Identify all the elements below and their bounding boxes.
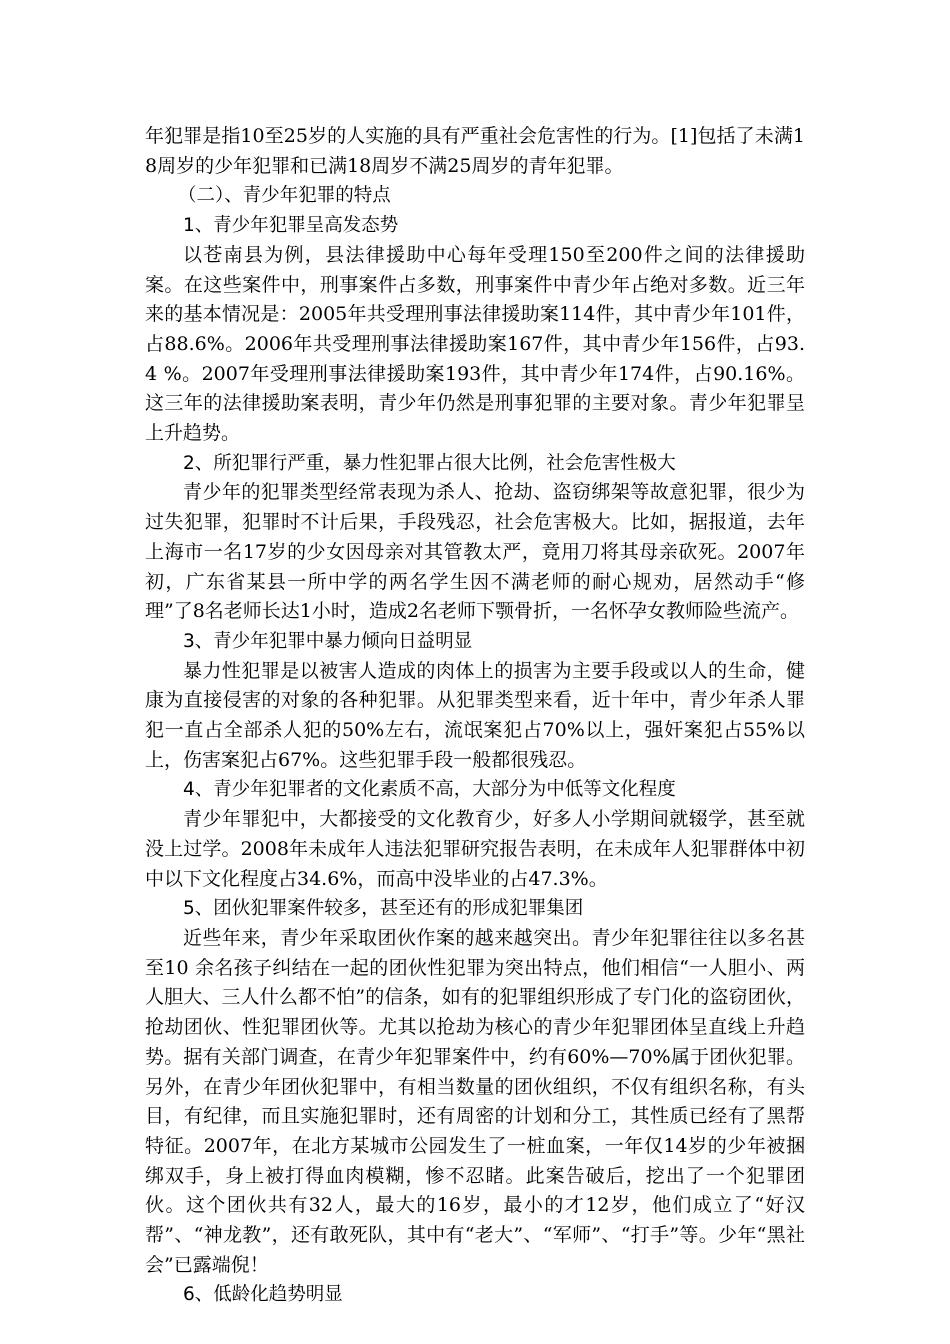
item-2-body: 青少年的犯罪类型经常表现为杀人、抢劫、盗窃绑架等故意犯罪，很少为过失犯罪，犯罪时不计后果，手段残忍，社会危害极大。比如，据报道，去年上海市一名17岁的少女因母亲对其管教太严，竟用刀将其母亲砍死。2007年初，广东省某县一所中学的两名学生因不满老师的耐心规劝，居然动手“修理”了8名老师长达1小时，造成2名老师下颚骨折，一名怀孕女教师险些流产。 bbox=[145, 481, 805, 623]
item-6-heading: 6、低龄化趋势明显 bbox=[183, 1284, 343, 1306]
item-2-heading: 2、所犯罪行严重，暴力性犯罪占很大比例，社会危害性极大 bbox=[183, 452, 676, 474]
item-3-heading: 3、青少年犯罪中暴力倾向日益明显 bbox=[183, 630, 473, 652]
item-1-body: 以苍南县为例，县法律援助中心每年受理150至200件之间的法律援助案。在这些案件中，刑事案件占多数，刑事案件中青少年占绝对多数。近三年来的基本情况是：2005年共受理刑事法律援助案114件，其中青少年101件，占88.6%。2006年共受理刑事法律援助案167件，其中青少年156件，占93.4 %。2007年受理刑事法律援助案193件，其中青少年174件，占90.16%。这三年的法律援助案表明，青少年仍然是刑事犯罪的主要对象。青少年犯罪呈上升趋势。 bbox=[145, 243, 805, 445]
item-3-body: 暴力性犯罪是以被害人造成的肉体上的损害为主要手段或以人的生命，健康为直接侵害的对象的各种犯罪。从犯罪类型来看，近十年中，青少年杀人罪犯一直占全部杀人犯的50%左右，流氓案犯占70%以上，强奸案犯占55%以上，伤害案犯占67%。这些犯罪手段一般都很残忍。 bbox=[145, 659, 805, 771]
item-5-heading: 5、团伙犯罪案件较多，甚至还有的形成犯罪集团 bbox=[183, 898, 584, 920]
item-1-heading: 1、青少年犯罪呈高发态势 bbox=[183, 215, 399, 237]
document-page bbox=[145, 122, 805, 1310]
item-5-body: 近些年来，青少年采取团伙作案的越来越突出。青少年犯罪往往以多名甚至10 余名孩子纠结在一起的团伙性犯罪为突出特点，他们相信“一人胆小、两人胆大、三人什么都不怕”的信条，如有的犯罪组织形成了专门化的盗窃团伙，抢劫团伙、性犯罪团伙等。尤其以抢劫为核心的青少年犯罪团体呈直线上升趋势。据有关部门调查，在青少年犯罪案件中，约有60%—70%属于团伙犯罪。另外，在青少年团伙犯罪中，有相当数量的团伙组织，不仅有组织名称，有头目，有纪律，而且实施犯罪时，还有周密的计划和分工，其性质已经有了黑帮特征。2007年，在北方某城市公园发生了一桩血案，一年仅14岁的少年被捆绑双手，身上被打得血肉模糊，惨不忍睹。此案告破后，挖出了一个犯罪团伙。这个团伙共有32人，最大的16岁，最小的才12岁，他们成立了“好汉帮”、“神龙教”，还有敢死队，其中有“老大”、“军师”、“打手”等。少年“黑社会”已露端倪！ bbox=[145, 926, 805, 1276]
item-4-heading: 4、青少年犯罪者的文化素质不高，大部分为中低等文化程度 bbox=[183, 779, 676, 801]
section-title: （二）、青少年犯罪的特点 bbox=[178, 185, 391, 207]
item-4-body: 青少年罪犯中，大都接受的文化教育少，好多人小学期间就辍学，甚至就没上过学。2008年未成年人违法犯罪研究报告表明，在未成年人犯罪群体中初中以下文化程度占34.6%，而高中没毕业的占47.3%。 bbox=[145, 808, 805, 890]
intro-paragraph: 年犯罪是指10至25岁的人实施的具有严重社会危害性的行为。[1]包括了未满18周岁的少年犯罪和已满18周岁不满25周岁的青年犯罪。 bbox=[145, 125, 805, 177]
